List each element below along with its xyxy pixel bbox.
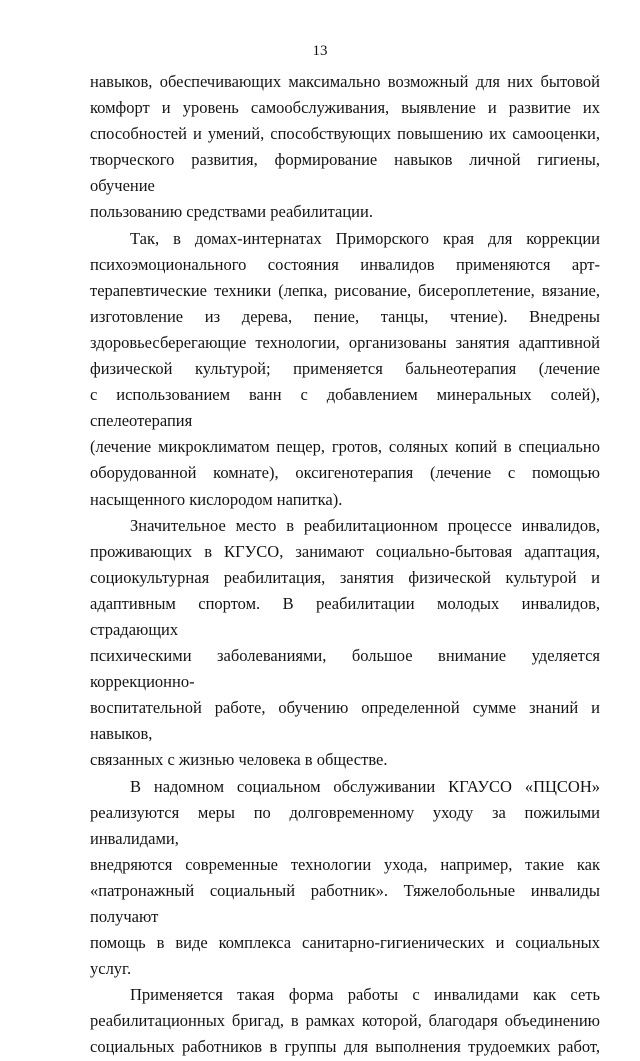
text-line: связанных с жизнью человека в обществе. (90, 750, 388, 770)
text-line: реализуются меры по долговременному уходу за пожилыми инвалидами, (90, 802, 600, 848)
paragraph (90, 226, 600, 513)
text-line: проживающих в КГУСО, занимают социально-бытовая адаптация, (90, 541, 600, 561)
body-text (90, 69, 600, 1061)
text-line: с использованием ванн с добавлением минеральных солей), спелеотерапия (90, 385, 600, 431)
text-line: физической культурой; применяется бальнеотерапия (лечение (90, 359, 600, 379)
text-line: воспитательной работе, обучению определенной сумме знаний и навыков, (90, 698, 600, 744)
text-line: изготовление из дерева, пение, танцы, чтение). Внедрены (90, 306, 600, 326)
text-line: «патронажный социальный работник». Тяжелобольные инвалиды получают (90, 880, 600, 926)
text-line: творческого развития, формирование навыков личной гигиены, обучение (90, 150, 600, 196)
text-line: комфорт и уровень самообслуживания, выявление и развитие их (90, 98, 600, 118)
text-line: здоровьесберегающие технологии, организованы занятия адаптивной (90, 332, 600, 352)
text-line: терапевтические техники (лепка, рисование, бисероплетение, вязание, (90, 280, 600, 300)
text-line: помощь в виде комплекса санитарно-гигиенических и социальных услуг. (90, 933, 600, 979)
text-line: Применяется такая форма работы с инвалидами как сеть (130, 985, 600, 1005)
paragraph (90, 982, 600, 1060)
page-number: 13 (312, 43, 328, 59)
paragraph (90, 774, 600, 983)
text-line: способностей и умений, способствующих повышению их самооценки, (90, 124, 600, 144)
paragraph (90, 69, 600, 226)
text-line: адаптивным спортом. В реабилитации молодых инвалидов, страдающих (90, 593, 600, 639)
text-line: Так, в домах-интернатах Приморского края для коррекции (130, 228, 600, 248)
text-line: реабилитационных бригад, в рамках которой, благодаря объединению (90, 1011, 600, 1031)
text-line: психическими заболеваниями, большое внимание уделяется коррекционно- (90, 646, 600, 692)
text-line: пользованию средствами реабилитации. (90, 202, 373, 222)
text-line: оборудованной комнате), оксигенотерапия (лечение с помощью (90, 463, 600, 483)
text-line: психоэмоционального состояния инвалидов применяются арт- (90, 254, 600, 274)
text-line: насыщенного кислородом напитка). (90, 489, 343, 509)
text-line: (лечение микроклиматом пещер, гротов, соляных копий в специально (90, 437, 600, 457)
text-line: Значительное место в реабилитационном процессе инвалидов, (130, 515, 600, 535)
text-line: В надомном социальном обслуживании КГАУСО «ПЦСОН» (130, 776, 600, 796)
text-line: социокультурная реабилитация, занятия физической культурой и (90, 567, 600, 587)
text-line: навыков, обеспечивающих максимально возможный для них бытовой (90, 72, 600, 91)
text-line: внедряются современные технологии ухода, например, такие как (90, 854, 600, 874)
text-line: социальных работников в группы для выполнения трудоемких работ, (90, 1037, 600, 1057)
paragraph (90, 513, 600, 774)
